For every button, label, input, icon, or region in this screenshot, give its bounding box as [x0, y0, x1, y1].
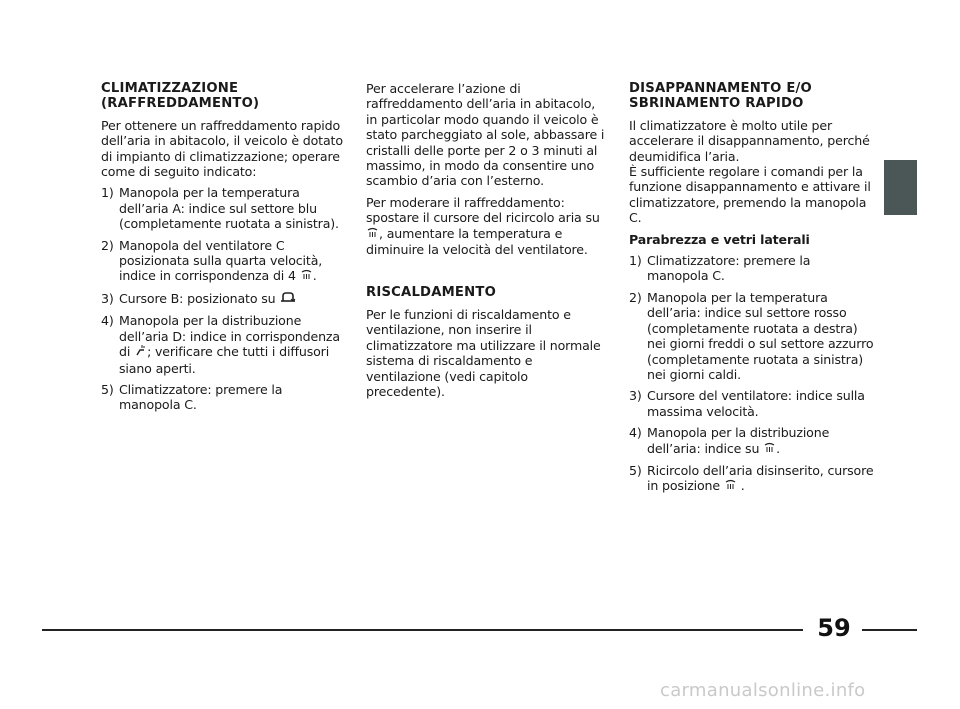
subheading-parabrezza: Parabrezza e vetri laterali — [629, 231, 810, 247]
fresh-air-icon — [367, 227, 378, 242]
section-heading-climatizzazione: CLIMATIZZAZIONE (RAFFREDDAMENTO) — [101, 81, 260, 112]
intro-paragraph: Per ottenere un raffreddamento rapido dell’aria in abitacolo, il veicolo è dotato di impianto di climatizzazione; operare come di seguito indicato: — [101, 117, 343, 180]
paragraph-text: Per moderare il raffreddamento: spostare il cursore del ricircolo aria su — [366, 194, 600, 226]
list-text: Manopola per la distribuzione dell’aria D: indice in corrispondenza di — [119, 313, 340, 360]
list-text: Cursore del ventilatore: indice sulla massima velocità. — [647, 388, 865, 419]
footer-rule-left — [42, 629, 803, 631]
list-number: 4) — [101, 313, 114, 329]
list-number: 1) — [101, 185, 114, 201]
list-item — [101, 382, 346, 413]
list-text: Manopola del ventilatore C posizionata sulla quarta velocità, indice in corrispondenza di 4 — [119, 237, 323, 284]
list-number: 5) — [629, 462, 642, 478]
list-text: Cursore B: posizionato su — [119, 290, 276, 306]
paragraph-text-suffix: , aumentare la temperatura e diminuire la velocità del ventilatore. — [366, 225, 588, 258]
footer-rule-right — [862, 629, 917, 631]
vent-distribution-icon — [135, 344, 146, 360]
watermark: carmanualsonline.info — [660, 680, 866, 701]
list-item — [629, 463, 874, 495]
recirculation-icon — [280, 292, 296, 307]
column-middle — [366, 81, 606, 405]
instruction-list — [101, 185, 346, 412]
paragraph-accelerare: Per accelerare l’azione di raffreddamento dell’aria in abitacolo, in particolar modo quando il veicolo è stato parcheggiato al sole, abbassare i cristalli delle porte per 2 o 3 minuti al massimo, in modo da consentire uno scambio d’aria con l’esterno. — [366, 81, 605, 189]
list-text-suffix: . — [736, 478, 745, 494]
column-right — [629, 81, 874, 501]
list-number: 2) — [101, 237, 114, 253]
list-text: Manopola per la temperatura dell’aria A: indice sul settore blu (completamente ruotata a sinistra). — [119, 185, 339, 232]
list-number: 3) — [101, 290, 114, 306]
list-item — [101, 313, 346, 376]
list-text-suffix: ; verificare che tutti i diffusori siano aperti. — [119, 344, 330, 376]
list-item — [101, 238, 346, 285]
fresh-air-icon — [725, 479, 736, 494]
list-item — [629, 253, 874, 284]
paragraph-moderare — [366, 195, 606, 258]
defrost-icon — [301, 269, 312, 284]
chapter-tab-marker — [884, 160, 917, 215]
list-number: 3) — [629, 388, 642, 404]
list-text: Ricircolo dell’aria disinserito, cursore in posizione — [647, 462, 874, 494]
list-text: Manopola per la distribuzione dell’aria: indice su — [647, 425, 830, 456]
list-text: Manopola per la temperatura dell’aria: indice sul settore rosso (completamente ruotata a destra) nei giorni freddi o sul settore azzurro (completamente ruotata a sinistra) nei giorni caldi. — [647, 289, 874, 382]
instruction-list — [629, 253, 874, 495]
section-heading-riscaldamento: RISCALDAMENTO — [366, 285, 496, 301]
defrost-icon — [764, 442, 775, 457]
list-item — [629, 425, 874, 457]
list-text: Climatizzatore: premere la manopola C. — [119, 381, 283, 413]
list-number: 2) — [629, 289, 642, 305]
list-item — [101, 185, 346, 231]
list-item — [629, 290, 874, 382]
list-text-suffix: . — [776, 440, 781, 456]
list-number: 5) — [101, 381, 114, 397]
page-number: 59 — [817, 614, 851, 642]
paragraph-disappannamento — [629, 118, 874, 226]
section-heading-disappannamento: DISAPPANNAMENTO E/O SBRINAMENTO RAPIDO — [629, 81, 812, 112]
list-number: 4) — [629, 425, 642, 441]
paragraph-text: È sufficiente regolare i comandi per la funzione disappannamento e attivare il climatizzatore, premendo la manopola C. — [629, 164, 871, 226]
paragraph-riscaldamento: Per le funzioni di riscaldamento e ventilazione, non inserire il climatizzatore ma utilizzare il normale sistema di riscaldamento e ventilazione (vedi capitolo precedente). — [366, 306, 601, 399]
list-item — [629, 388, 874, 419]
list-text: Climatizzatore: premere la manopola C. — [647, 253, 811, 284]
list-text-suffix: . — [312, 268, 317, 284]
list-number: 1) — [629, 253, 642, 269]
paragraph-text: Il climatizzatore è molto utile per accelerare il disappannamento, perché deumidifica l’aria. — [629, 117, 870, 164]
list-item — [101, 291, 346, 307]
column-left — [101, 81, 346, 419]
